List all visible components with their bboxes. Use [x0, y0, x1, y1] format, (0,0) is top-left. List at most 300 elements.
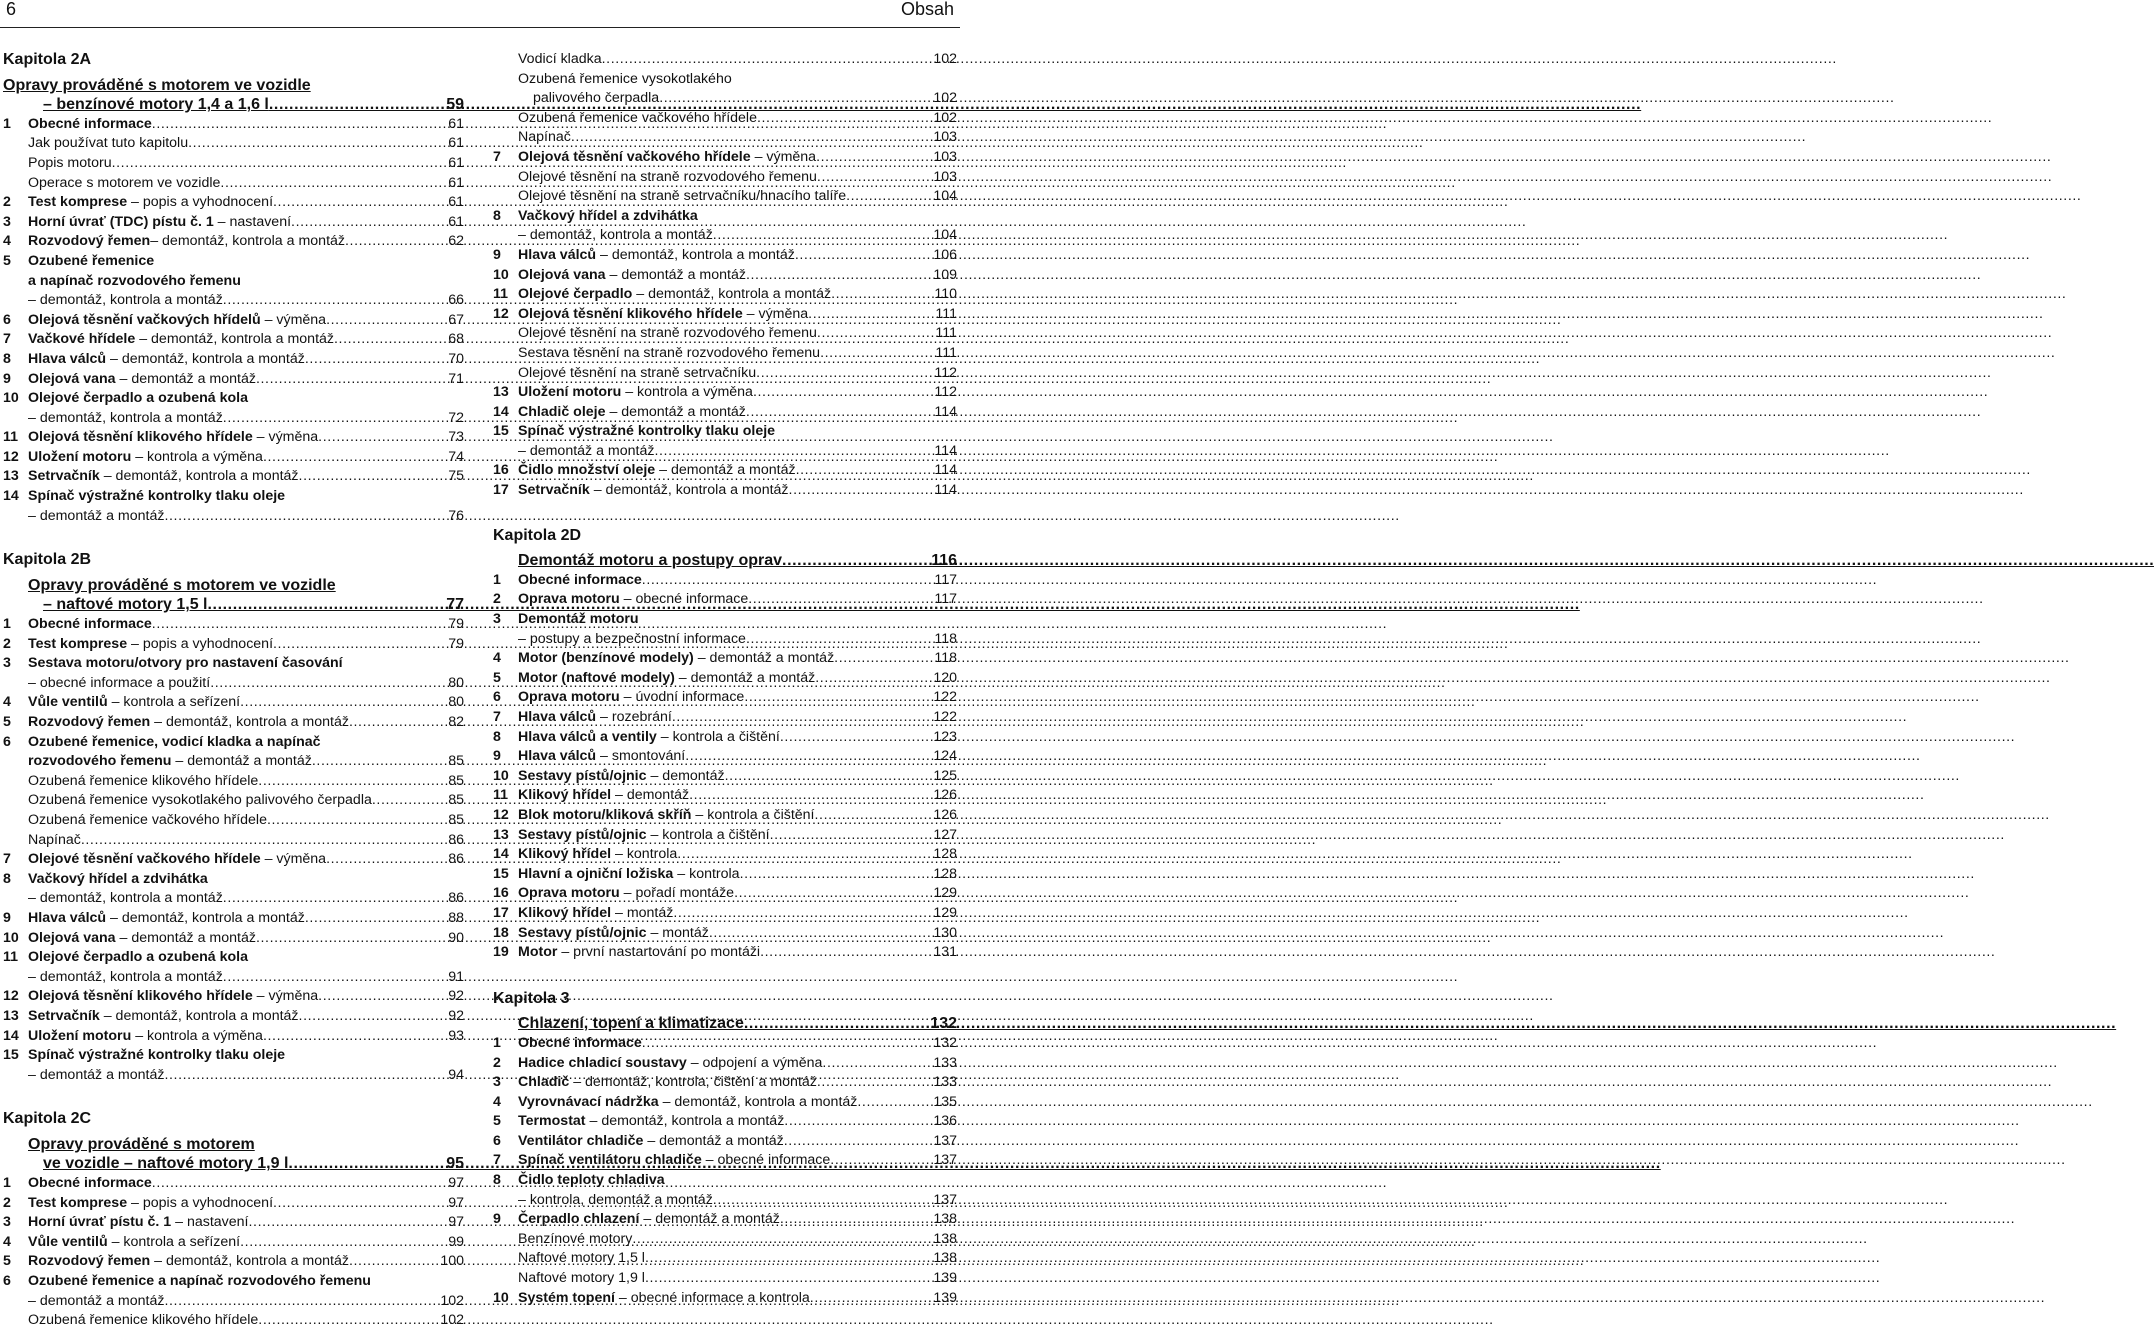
toc-entry[interactable] — [493, 924, 957, 944]
toc-entry[interactable] — [493, 403, 957, 423]
page-ref: 99 — [448, 1233, 464, 1250]
toc-entry[interactable] — [3, 134, 464, 154]
entry-number: 7 — [493, 148, 501, 165]
entry-text: Ozubená řemenice vysokotlakého — [518, 70, 732, 87]
toc-entry[interactable] — [493, 688, 957, 708]
dot-leader — [188, 134, 448, 154]
toc-entry[interactable] — [3, 987, 464, 1007]
entry-title: Olejové těsnění vačkového hřídele — [28, 851, 261, 868]
entry-number: 16 — [493, 462, 509, 479]
page-ref: 61 — [448, 194, 464, 211]
toc-entry[interactable] — [3, 409, 464, 429]
entry-text: – demontáž, kontrola a montáž — [150, 1253, 349, 1270]
toc-entry[interactable] — [493, 865, 957, 885]
page-ref: 97 — [448, 1214, 464, 1231]
toc-entry[interactable] — [3, 1213, 464, 1233]
dot-leader — [164, 1066, 448, 1086]
toc-entry[interactable] — [493, 168, 957, 188]
toc-entry[interactable] — [493, 708, 957, 728]
entry-text: Olejové těsnění na straně rozvodového řemenu — [518, 325, 817, 342]
entry-text: – pořadí montáže — [619, 885, 735, 902]
toc-entry[interactable] — [3, 1252, 464, 1272]
toc-entry[interactable] — [3, 968, 464, 988]
entry-title: Čerpadlo chlazení — [518, 1211, 640, 1228]
toc-entry[interactable] — [493, 187, 957, 207]
entry-title: Test komprese — [28, 1194, 128, 1211]
toc-entry[interactable] — [493, 383, 957, 403]
entry-number: 7 — [493, 1152, 501, 1169]
page-ref: 137 — [933, 1132, 957, 1149]
toc-entry[interactable] — [493, 1249, 957, 1269]
toc-entry[interactable] — [493, 1210, 957, 1230]
page-ref: 97 — [448, 1175, 464, 1192]
entry-title: Uložení motoru — [28, 1027, 132, 1044]
entry-title: Obecné informace — [518, 1034, 642, 1051]
page-ref: 133 — [933, 1054, 957, 1071]
dot-leader — [258, 772, 448, 792]
dot-leader — [152, 1174, 448, 1194]
toc-entry[interactable] — [3, 1007, 464, 1027]
toc-entry-heading[interactable] — [493, 610, 957, 630]
entry-number: 10 — [3, 390, 19, 407]
entry-title: Systém topení — [518, 1289, 615, 1306]
chapter-title-line[interactable] — [493, 1014, 957, 1034]
dot-leader — [112, 154, 449, 174]
entry-title: Spínač ventilátoru chladiče — [518, 1152, 702, 1169]
entry-title: Vačkový hřídel a zdvihátka — [518, 207, 698, 224]
dot-leader — [345, 232, 448, 252]
entry-title: Termostat — [518, 1113, 586, 1130]
entry-text: – nastavení — [213, 213, 292, 230]
entry-title: Hadice chladicí soustavy — [518, 1054, 687, 1071]
entry-title: Klikový hřídel — [518, 846, 612, 863]
chapter-heading: Kapitola 2B — [3, 551, 92, 569]
page-ref: 138 — [933, 1211, 957, 1228]
toc-entry[interactable] — [493, 246, 957, 266]
page-ref: 61 — [448, 154, 464, 171]
toc-entry[interactable] — [3, 615, 464, 635]
entry-number: 1 — [3, 1175, 11, 1192]
toc-entry-heading[interactable] — [3, 948, 464, 968]
entry-title: Test komprese — [28, 635, 128, 652]
toc-entry[interactable] — [3, 154, 464, 174]
toc-entry[interactable] — [3, 1292, 464, 1312]
entry-number: 12 — [493, 806, 509, 823]
dot-leader — [273, 193, 448, 213]
dot-leader — [291, 213, 448, 233]
entry-text: – demontáž a montáž — [605, 403, 746, 420]
entry-text: – demontáž a montáž — [28, 1292, 165, 1309]
entry-title: Sestava motoru/otvory pro nastavení časování — [28, 655, 343, 672]
toc-entry[interactable] — [493, 128, 957, 148]
entry-text: Operace s motorem ve vozidle — [28, 174, 221, 191]
entry-number: 3 — [3, 213, 11, 230]
toc-entry-heading[interactable] — [3, 733, 464, 753]
toc-entry[interactable] — [493, 1054, 957, 1074]
dot-leader — [256, 929, 448, 949]
toc-entry[interactable] — [493, 767, 957, 787]
entry-text: – výměna — [252, 429, 319, 446]
chapter-title-line[interactable] — [493, 551, 957, 571]
entry-title: Vačkové hřídele — [28, 331, 136, 348]
entry-number: 5 — [493, 1113, 501, 1130]
entry-text: Popis motoru — [28, 154, 112, 171]
toc-entry[interactable] — [3, 507, 464, 527]
toc-entry[interactable] — [493, 786, 957, 806]
dot-leader — [808, 305, 935, 325]
toc-entry[interactable] — [493, 226, 957, 246]
toc-entry[interactable] — [493, 285, 957, 305]
dot-leader — [746, 266, 933, 286]
chapter-title-line[interactable] — [3, 595, 464, 615]
toc-entry[interactable] — [493, 344, 957, 364]
toc-entry[interactable] — [3, 811, 464, 831]
entry-title: Olejové čerpadlo a ozubená kola — [28, 390, 248, 407]
toc-entry[interactable] — [493, 1093, 957, 1113]
dot-leader — [299, 467, 449, 487]
entry-text: – demontáž, kontrola a montáž — [99, 468, 299, 485]
toc-entry[interactable] — [493, 1191, 957, 1211]
dot-leader — [725, 767, 934, 787]
toc-entry[interactable] — [3, 311, 464, 331]
toc-entry[interactable] — [3, 174, 464, 194]
toc-entry[interactable] — [3, 350, 464, 370]
dot-leader — [258, 1311, 440, 1331]
dot-leader — [645, 1269, 933, 1289]
entry-number: 12 — [3, 448, 19, 465]
toc-entry-heading[interactable] — [493, 1171, 957, 1191]
toc-entry[interactable] — [493, 1073, 957, 1093]
entry-title: Obecné informace — [28, 616, 152, 633]
toc-entry[interactable] — [493, 364, 957, 384]
page-ref: 82 — [448, 714, 464, 730]
entry-text: Ozubená řemenice klikového hřídele — [28, 1312, 259, 1329]
toc-entry[interactable] — [3, 448, 464, 468]
dot-leader — [846, 187, 933, 207]
entry-text: Benzínové motory — [518, 1230, 633, 1247]
page-ref: 103 — [933, 148, 957, 165]
dot-leader — [810, 1289, 934, 1309]
toc-entry[interactable] — [493, 305, 957, 325]
toc-entry[interactable] — [493, 89, 957, 109]
page-ref: 111 — [935, 344, 957, 361]
dot-leader — [273, 1194, 448, 1214]
toc-entry-heading[interactable] — [3, 272, 464, 292]
toc-entry[interactable] — [493, 630, 957, 650]
dot-leader — [820, 344, 935, 364]
toc-entry[interactable] — [3, 791, 464, 811]
page-ref: 103 — [933, 168, 957, 185]
entry-number: 15 — [493, 423, 509, 440]
toc-entry[interactable] — [493, 728, 957, 748]
entry-title: Vůle ventilů — [28, 1233, 108, 1250]
dot-leader — [734, 884, 933, 904]
entry-text: Ozubená řemenice vysokotlakého palivového čerpadla — [28, 792, 372, 809]
toc-entry[interactable] — [3, 370, 464, 390]
section-title: Obsah — [900, 0, 954, 19]
toc-entry[interactable] — [3, 213, 464, 233]
toc-entry[interactable] — [493, 1151, 957, 1171]
entry-number: 6 — [3, 311, 11, 328]
entry-title: Hlavní a ojniční ložiska — [518, 865, 674, 882]
entry-number: 2 — [3, 1194, 11, 1211]
toc-entry[interactable] — [3, 713, 464, 733]
entry-text: – demontáž a montáž — [643, 1132, 784, 1149]
entry-number: 3 — [493, 1074, 501, 1091]
toc-entry[interactable] — [3, 1027, 464, 1047]
entry-title: Sestavy pístů/ojnic — [518, 924, 647, 941]
entry-number: 9 — [493, 1211, 501, 1228]
dot-leader — [789, 481, 935, 501]
dot-leader — [334, 330, 448, 350]
dot-leader — [249, 1213, 449, 1233]
toc-entry[interactable] — [493, 324, 957, 344]
dot-leader — [672, 708, 934, 728]
entry-title: Horní úvrať pístu č. 1 — [28, 1214, 172, 1231]
page-ref: 127 — [933, 826, 957, 843]
toc-entry[interactable] — [493, 266, 957, 286]
entry-number: 5 — [493, 669, 501, 686]
entry-text: – demontáž, kontrola a montáž — [658, 1093, 858, 1110]
page-ref: 72 — [448, 409, 464, 426]
dot-leader — [780, 728, 933, 748]
toc-entry[interactable] — [3, 1194, 464, 1214]
entry-title: Hlava válců — [518, 246, 597, 263]
toc-entry[interactable] — [493, 148, 957, 168]
entry-number: 4 — [3, 1233, 11, 1250]
entry-text: – kontrola a seřízení — [107, 1233, 241, 1250]
page-ref: 132 — [930, 1015, 957, 1033]
dot-leader — [81, 831, 448, 851]
page-ref: 104 — [933, 188, 957, 205]
entry-text: – kontrola a čištění — [691, 806, 815, 823]
toc-entry[interactable] — [493, 1112, 957, 1132]
toc-entry-heading[interactable] — [3, 389, 464, 409]
toc-entry[interactable] — [3, 752, 464, 772]
dot-leader — [305, 909, 448, 929]
entry-title: Test komprese — [28, 194, 128, 211]
dot-leader — [372, 791, 448, 811]
entry-number: 8 — [493, 728, 501, 745]
dot-leader — [770, 826, 934, 846]
page-ref: 86 — [448, 851, 464, 868]
page-ref: 114 — [934, 442, 957, 459]
dot-leader — [305, 350, 448, 370]
page-ref: 126 — [933, 806, 957, 823]
dot-leader — [223, 291, 448, 311]
page-ref: 94 — [448, 1066, 464, 1083]
toc-entry-heading[interactable] — [3, 1046, 464, 1066]
toc-entry[interactable] — [493, 649, 957, 669]
page-ref: 133 — [933, 1074, 957, 1091]
dot-leader — [784, 1132, 934, 1152]
entry-title: Olejová těsnění klikového hřídele — [28, 429, 253, 446]
entry-text: – demontáž, kontrola a montáž — [28, 409, 223, 426]
dot-leader — [164, 507, 448, 527]
toc-entry[interactable] — [493, 442, 957, 462]
toc-entry[interactable] — [3, 1233, 464, 1253]
toc-entry[interactable] — [493, 1289, 957, 1309]
entry-title: Ozubené řemenice, vodicí kladka a napínač — [28, 733, 321, 750]
page-ref: 67 — [448, 311, 464, 328]
toc-entry[interactable] — [3, 232, 464, 252]
entry-number: 11 — [3, 429, 18, 446]
entry-title: Olejová těsnění klikového hřídele — [518, 305, 743, 322]
page-ref: 112 — [934, 364, 957, 381]
entry-text: – výměna — [260, 851, 327, 868]
entry-text: – demontáž a montáž — [28, 1066, 165, 1083]
page-ref: 128 — [933, 846, 957, 863]
toc-entry[interactable] — [493, 50, 957, 70]
entry-text: – popis a vyhodnocení — [127, 635, 274, 652]
toc-entry[interactable] — [3, 772, 464, 792]
toc-entry[interactable] — [3, 889, 464, 909]
dot-leader — [152, 115, 448, 135]
dot-leader — [273, 635, 448, 655]
entry-number: 9 — [3, 370, 11, 387]
page-ref: 59 — [446, 96, 464, 114]
page-ref: 110 — [934, 286, 957, 303]
entry-number: 6 — [493, 689, 501, 706]
entry-text: – demontáž a montáž — [605, 266, 746, 283]
toc-entry-heading[interactable] — [493, 207, 957, 227]
toc-entry[interactable] — [3, 850, 464, 870]
entry-number: 2 — [493, 1054, 501, 1071]
toc-entry[interactable] — [3, 428, 464, 448]
entry-text: – obecné informace a kontrola — [614, 1289, 810, 1306]
page-ref: 102 — [933, 109, 957, 126]
toc-entry[interactable] — [493, 109, 957, 129]
toc-entry-heading[interactable] — [3, 870, 464, 890]
entry-number: 4 — [493, 1093, 501, 1110]
toc-entry[interactable] — [3, 674, 464, 694]
toc-entry[interactable] — [493, 590, 957, 610]
page-ref: 138 — [933, 1250, 957, 1267]
entry-number: 6 — [493, 1132, 501, 1149]
toc-entry[interactable] — [3, 1066, 464, 1086]
page-ref: 137 — [933, 1191, 957, 1208]
toc-entry[interactable] — [493, 747, 957, 767]
entry-title: Setrvačník — [518, 482, 590, 499]
toc-entry-heading[interactable] — [3, 1272, 464, 1292]
page-ref: 92 — [448, 1007, 464, 1024]
toc-entry[interactable] — [493, 571, 957, 591]
toc-entry[interactable] — [493, 806, 957, 826]
entry-text: – kontrola a čištění — [656, 728, 780, 745]
page-ref: 76 — [448, 507, 464, 524]
entry-text: – výměna — [750, 148, 817, 165]
entry-title: Čidlo množství oleje — [518, 462, 656, 479]
toc-entry[interactable] — [3, 1174, 464, 1194]
toc-entry[interactable] — [493, 1269, 957, 1289]
entry-number: 19 — [493, 944, 509, 961]
entry-text: Ozubená řemenice klikového hřídele — [28, 772, 259, 789]
toc-entry-heading[interactable] — [3, 654, 464, 674]
entry-text: – demontáž a montáž — [28, 507, 165, 524]
entry-number: 15 — [3, 1047, 19, 1064]
page-ref: 61 — [448, 115, 464, 132]
entry-text: – montáž — [646, 924, 709, 941]
entry-number: 8 — [493, 1172, 501, 1189]
entry-text: – výměna — [252, 988, 319, 1005]
toc-right-column — [493, 50, 957, 1308]
dot-leader — [210, 674, 448, 694]
entry-title: Sestavy pístů/ojnic — [518, 826, 647, 843]
toc-entry[interactable] — [493, 1132, 957, 1152]
entry-number: 12 — [3, 988, 19, 1005]
toc-entry[interactable] — [493, 845, 957, 865]
toc-entry[interactable] — [493, 884, 957, 904]
toc-entry-heading[interactable] — [3, 252, 464, 272]
chapter-heading: Kapitola 2A — [3, 51, 92, 68]
toc-entry[interactable] — [3, 831, 464, 851]
toc-entry[interactable] — [493, 904, 957, 924]
page-ref: 129 — [933, 904, 957, 921]
toc-entry[interactable] — [493, 669, 957, 689]
entry-text: – demontáž — [611, 787, 690, 804]
dot-leader — [815, 669, 933, 689]
entry-title: Klikový hřídel — [518, 787, 612, 804]
toc-entry[interactable] — [3, 909, 464, 929]
entry-number: 14 — [493, 403, 509, 420]
toc-entry[interactable] — [3, 929, 464, 949]
entry-title: Oprava motoru — [518, 689, 620, 706]
dot-leader — [659, 89, 933, 109]
page-ref: 97 — [448, 1194, 464, 1211]
entry-number: 15 — [493, 865, 509, 882]
toc-entry[interactable] — [3, 193, 464, 213]
entry-title: Motor (benzínové modely) — [518, 650, 694, 667]
entry-title: Klikový hřídel — [518, 904, 612, 921]
toc-entry[interactable] — [3, 291, 464, 311]
page-ref: 102 — [933, 90, 957, 107]
toc-entry[interactable] — [3, 330, 464, 350]
toc-entry-heading[interactable] — [493, 422, 957, 442]
toc-entry-heading[interactable] — [3, 487, 464, 507]
chapter-title-line[interactable] — [3, 1154, 464, 1174]
toc-entry[interactable] — [493, 826, 957, 846]
page-ref: 109 — [933, 266, 957, 283]
entry-text: – kontrola a výměna — [621, 384, 753, 401]
toc-entry[interactable] — [493, 1034, 957, 1054]
page-ref: 80 — [448, 674, 464, 691]
entry-text: – výměna — [742, 305, 809, 322]
page-ref: 77 — [446, 596, 464, 614]
dot-leader — [796, 461, 935, 481]
toc-entry[interactable] — [3, 693, 464, 713]
toc-entry-heading[interactable] — [493, 70, 957, 90]
entry-text: – kontrola, demontáž a montáž — [518, 1191, 713, 1208]
toc-entry[interactable] — [3, 635, 464, 655]
toc-entry[interactable] — [3, 1311, 464, 1331]
toc-entry[interactable] — [3, 115, 464, 135]
toc-entry[interactable] — [493, 1230, 957, 1250]
toc-entry[interactable] — [493, 943, 957, 963]
entry-number: 14 — [3, 488, 19, 505]
page-ref: 85 — [448, 753, 464, 770]
toc-entry[interactable] — [493, 461, 957, 481]
entry-number: 9 — [3, 909, 11, 926]
toc-entry[interactable] — [493, 481, 957, 501]
dot-leader — [744, 1014, 930, 1034]
entry-text: – demontáž, kontrola a montáž — [28, 968, 223, 985]
chapter-title-line[interactable] — [3, 95, 464, 115]
entry-title: Motor (naftové modely) — [518, 669, 675, 686]
entry-number: 11 — [3, 949, 18, 966]
dot-leader — [164, 1292, 440, 1312]
toc-entry[interactable] — [3, 467, 464, 487]
entry-number: 2 — [3, 635, 11, 652]
